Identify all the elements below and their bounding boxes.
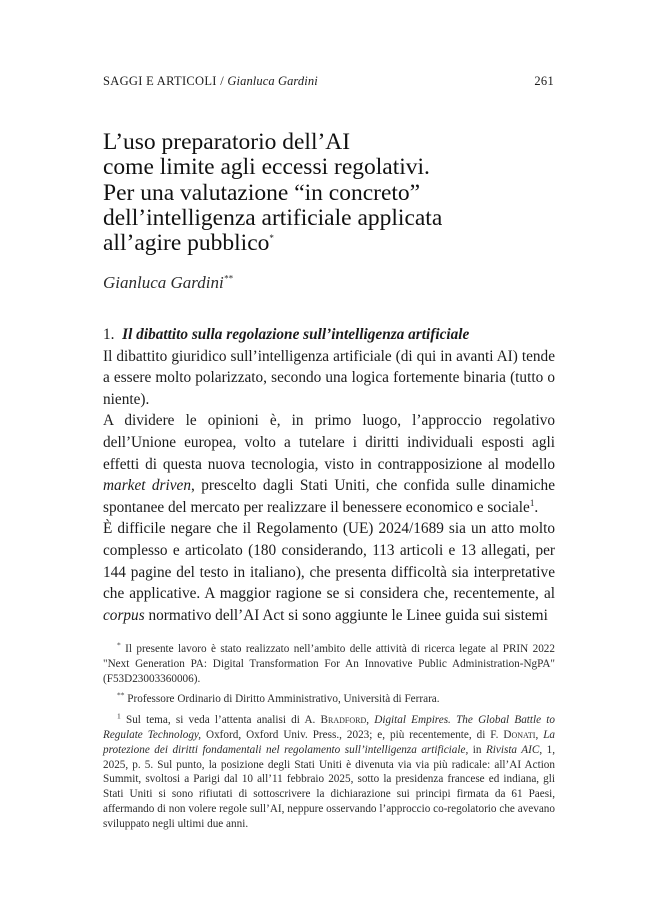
paragraph (103, 346, 555, 411)
paragraph-text: , prescelto dagli Stati Uniti, che confida sulle dinamiche spontanee del mercato per realizzare il benessere economico e sociale (103, 477, 555, 516)
footnote-marker: 1 (117, 711, 121, 721)
title-line: come limite agli eccessi regolativi. (103, 154, 430, 181)
cited-title: La protezione dei diritti fondamentali nel regolamento sull’intelligenza artificiale, (103, 728, 556, 756)
footnote-text: Oxford, Oxford Univ. Press., 2023; e, più recentemente, di F. (201, 728, 504, 741)
title-footnote-marker[interactable]: * (269, 233, 274, 244)
title-line: all’agire pubblico (103, 230, 270, 257)
section-number: 1. (103, 326, 115, 343)
footnote-text: Sul tema, si veda l’attenta analisi di A. (120, 714, 321, 727)
paragraph-text: . (534, 498, 539, 516)
author-footnote-marker[interactable]: ** (223, 273, 233, 284)
paragraph (103, 518, 555, 626)
footnote-text: , 1, 2025, p. 5. Sul punto, la posizione degli Stati Uniti è divenuta via via più radicale: all’AI Action Summit, svoltosi a Parigi dal 10 all’11 febbraio 2025, sotto la presidenza francese ed indiana, gli Stati Uniti si sono rifiutati di sottoscrivere la dichiarazione sui principi firmata da 61 Paesi, affermando di non volere regole sull’AI, neppure osservando l’approccio co-regolatorio che avevano sviluppato negli ultimi due anni. (103, 743, 556, 830)
title-line: Per una valutazione “in concreto” (103, 179, 421, 206)
footnote-marker: * (117, 640, 121, 650)
footnotes (103, 642, 555, 838)
emphasis: market driven (103, 477, 191, 495)
footnote-text: Il presente lavoro è stato realizzato nell’ambito delle attività di ricerca legate al PRIN 2022 "Next Generation PA: Digital Transformation For An Innovative Public Administration-NgPA" (F53D23003360006). (103, 643, 555, 685)
footnote-marker: ** (117, 690, 125, 700)
paragraph-text: È difficile negare che il Regolamento (UE) 2024/1689 sia un atto molto complesso e articolato (180 considerando, 113 articoli e 13 allegati, per 144 pagine del testo in italiano), che presenta difficoltà sia interpretative che applicative. A maggior ragione se si considera che, recentemente, al (103, 520, 555, 603)
article-author (103, 273, 233, 293)
cited-author: Bradford (320, 714, 367, 727)
article-body (103, 324, 555, 626)
cited-title: Digital Empires. The Global Battle to Regulate Technology, (103, 714, 555, 741)
author-name: Gianluca Gardini (103, 273, 224, 292)
footnote (103, 713, 555, 831)
paragraph (103, 410, 555, 518)
footnote-text: , (535, 728, 544, 741)
paragraph-text: Il dibattito giuridico sull’intelligenza artificiale (di qui in avanti AI) tende a essere molto polarizzato, secondo una logica fortemente binaria (tutto o niente). (103, 347, 555, 408)
cited-journal: Rivista AIC (485, 743, 540, 756)
footnote-text: , (366, 714, 375, 727)
section-heading (103, 324, 555, 346)
running-head (103, 74, 554, 89)
footnote (103, 642, 555, 686)
cited-author: Donati (503, 728, 536, 741)
section-title: Il dibattito sulla regolazione sull’intelligenza artificiale (122, 326, 470, 343)
paragraph-text: A dividere le opinioni è, in primo luogo, l’approccio regolativo dell’Unione europea, volto a tutelare i diritti individuali esposti agli effetti di questa nuova tecnologia, visto in contrapposizione al modello (103, 412, 555, 473)
footnote-text: Professore Ordinario di Diritto Amministrativo, Università di Ferrara. (124, 693, 440, 706)
article-title (103, 130, 573, 256)
running-head-author: Gianluca Gardini (227, 74, 318, 88)
title-line: L’uso preparatorio dell’AI (103, 129, 351, 155)
running-head-section: SAGGI E ARTICOLI (103, 74, 217, 88)
running-head-left (103, 74, 318, 89)
paragraph-text: normativo dell’AI Act si sono aggiunte le Linee guida sui sistemi (144, 606, 548, 624)
footnote-text: in (468, 743, 486, 756)
running-head-separator: / (216, 74, 228, 88)
title-line: dell’intelligenza artificiale applicata (103, 204, 443, 231)
page-number: 261 (534, 74, 554, 88)
footnote-ref[interactable]: 1 (529, 497, 535, 508)
footnote (103, 692, 555, 707)
emphasis: corpus (103, 606, 145, 624)
